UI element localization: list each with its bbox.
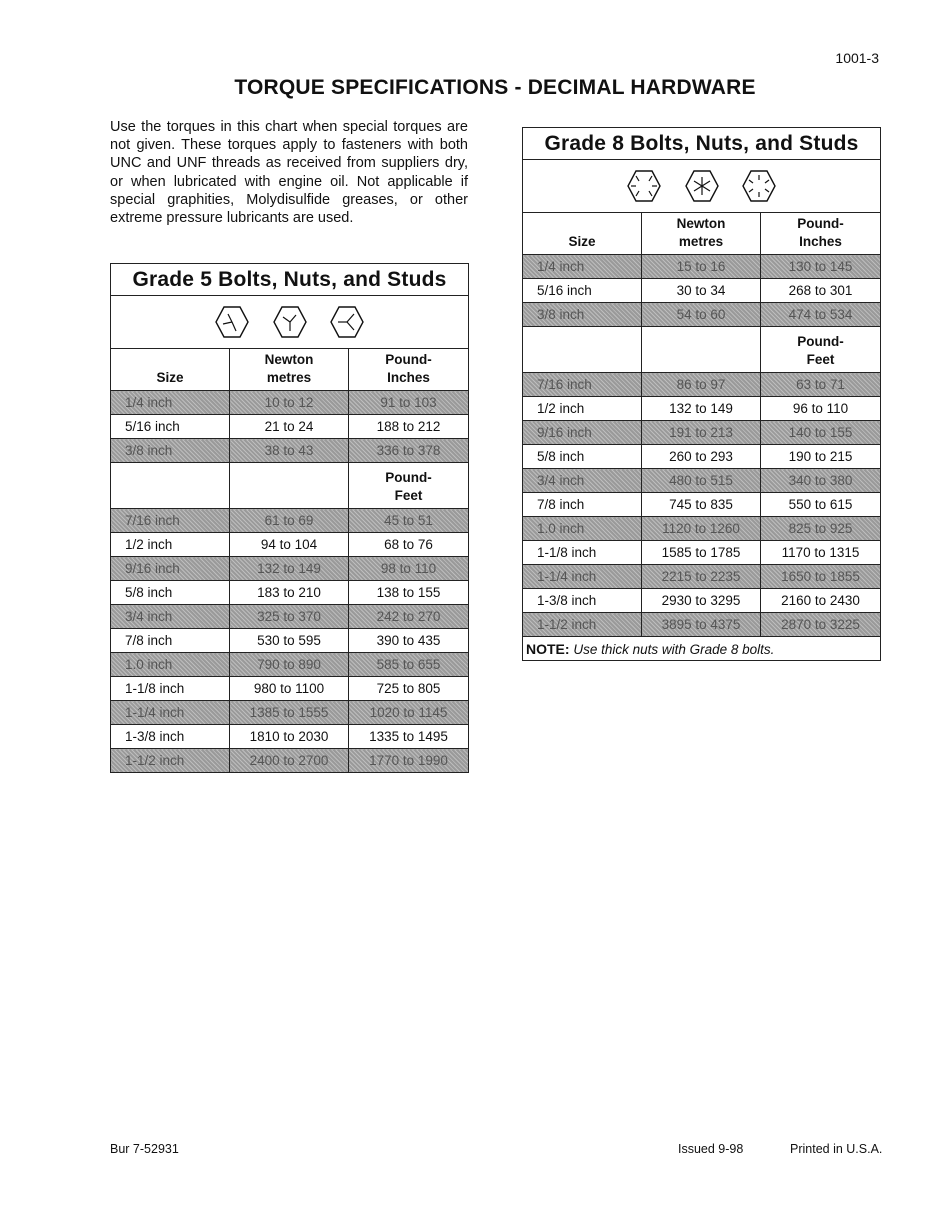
table-row	[523, 255, 881, 279]
hex-grade5-mark-a-icon	[215, 305, 249, 339]
table-row	[523, 303, 881, 327]
table-row	[111, 439, 469, 463]
cell-pound: 725 to 805	[349, 677, 469, 701]
grade8-header-newton: Newton metres	[642, 213, 761, 255]
cell-size: 1.0 inch	[111, 653, 230, 677]
cell-newton: 86 to 97	[642, 373, 761, 397]
cell-newton: 38 to 43	[230, 439, 349, 463]
table-row	[111, 509, 469, 533]
cell-newton: 2930 to 3295	[642, 589, 761, 613]
grade5-subheader-blank	[230, 463, 349, 509]
table-row	[111, 629, 469, 653]
cell-pound: 68 to 76	[349, 533, 469, 557]
table-row	[523, 589, 881, 613]
cell-newton: 10 to 12	[230, 391, 349, 415]
cell-pound: 2160 to 2430	[761, 589, 881, 613]
grade5-table	[110, 263, 469, 773]
table-row	[523, 565, 881, 589]
cell-pound: 130 to 145	[761, 255, 881, 279]
grade8-subheader-blank	[523, 327, 642, 373]
cell-size: 5/16 inch	[523, 279, 642, 303]
table-row	[523, 445, 881, 469]
cell-pound: 550 to 615	[761, 493, 881, 517]
cell-newton: 1385 to 1555	[230, 701, 349, 725]
cell-size: 1-1/8 inch	[111, 677, 230, 701]
cell-size: 1-1/2 inch	[111, 749, 230, 773]
cell-newton: 15 to 16	[642, 255, 761, 279]
cell-newton: 325 to 370	[230, 605, 349, 629]
cell-pound: 340 to 380	[761, 469, 881, 493]
grade5-header-size: Size	[111, 349, 230, 391]
cell-pound: 390 to 435	[349, 629, 469, 653]
grade8-header-size: Size	[523, 213, 642, 255]
cell-pound: 98 to 110	[349, 557, 469, 581]
grade8-header-pound-inches: Pound- Inches	[761, 213, 881, 255]
cell-size: 3/8 inch	[523, 303, 642, 327]
footer-doc-code: Bur 7-52931	[110, 1142, 179, 1156]
cell-newton: 94 to 104	[230, 533, 349, 557]
cell-pound: 190 to 215	[761, 445, 881, 469]
cell-pound: 336 to 378	[349, 439, 469, 463]
cell-size: 1-1/4 inch	[111, 701, 230, 725]
cell-size: 3/4 inch	[523, 469, 642, 493]
cell-newton: 30 to 34	[642, 279, 761, 303]
cell-pound: 242 to 270	[349, 605, 469, 629]
cell-pound: 585 to 655	[349, 653, 469, 677]
table-row	[523, 613, 881, 637]
cell-newton: 530 to 595	[230, 629, 349, 653]
grade5-subheader-blank	[111, 463, 230, 509]
cell-newton: 260 to 293	[642, 445, 761, 469]
cell-size: 1-1/2 inch	[523, 613, 642, 637]
page-number: 1001-3	[835, 50, 879, 66]
table-row	[111, 677, 469, 701]
cell-pound: 474 to 534	[761, 303, 881, 327]
table-row	[111, 701, 469, 725]
cell-newton: 980 to 1100	[230, 677, 349, 701]
table-row	[111, 415, 469, 439]
cell-size: 7/8 inch	[111, 629, 230, 653]
hex-grade8-mark-c-icon	[742, 169, 776, 203]
cell-size: 9/16 inch	[111, 557, 230, 581]
grade8-head-markings	[523, 160, 881, 213]
table-row	[111, 605, 469, 629]
grade8-subheader-blank	[642, 327, 761, 373]
table-row	[111, 725, 469, 749]
table-row	[523, 421, 881, 445]
cell-newton: 132 to 149	[230, 557, 349, 581]
hex-grade8-star-icon	[685, 169, 719, 203]
cell-pound: 140 to 155	[761, 421, 881, 445]
cell-pound: 268 to 301	[761, 279, 881, 303]
cell-pound: 188 to 212	[349, 415, 469, 439]
table-row	[523, 397, 881, 421]
cell-newton: 1585 to 1785	[642, 541, 761, 565]
cell-newton: 1120 to 1260	[642, 517, 761, 541]
cell-size: 1/2 inch	[111, 533, 230, 557]
cell-size: 1-1/8 inch	[523, 541, 642, 565]
cell-pound: 825 to 925	[761, 517, 881, 541]
cell-size: 7/16 inch	[523, 373, 642, 397]
cell-size: 7/16 inch	[111, 509, 230, 533]
cell-pound: 91 to 103	[349, 391, 469, 415]
cell-size: 3/8 inch	[111, 439, 230, 463]
table-row	[111, 533, 469, 557]
cell-pound: 1020 to 1145	[349, 701, 469, 725]
table-row	[111, 557, 469, 581]
cell-pound: 1335 to 1495	[349, 725, 469, 749]
cell-pound: 138 to 155	[349, 581, 469, 605]
cell-size: 1/4 inch	[111, 391, 230, 415]
table-row	[523, 373, 881, 397]
cell-newton: 745 to 835	[642, 493, 761, 517]
hex-grade5-mark-c-icon	[330, 305, 364, 339]
cell-size: 1.0 inch	[523, 517, 642, 541]
cell-size: 3/4 inch	[111, 605, 230, 629]
table-row	[111, 653, 469, 677]
cell-size: 1/4 inch	[523, 255, 642, 279]
grade5-header-newton: Newton metres	[230, 349, 349, 391]
cell-size: 1-1/4 inch	[523, 565, 642, 589]
grade5-header-pound-inches: Pound- Inches	[349, 349, 469, 391]
grade8-header-pound-feet: Pound- Feet	[761, 327, 881, 373]
table-row	[111, 581, 469, 605]
cell-pound: 1170 to 1315	[761, 541, 881, 565]
note-label: NOTE:	[526, 640, 570, 657]
grade5-header-pound-feet: Pound- Feet	[349, 463, 469, 509]
cell-size: 9/16 inch	[523, 421, 642, 445]
cell-pound: 2870 to 3225	[761, 613, 881, 637]
cell-newton: 191 to 213	[642, 421, 761, 445]
intro-paragraph: Use the torques in this chart when special torques are not given. These torques apply to fasteners with both UNC and UNF threads as received from suppliers dry, or when lubricated with engine oil. Not applicable if special graphities, Molydisulfide greases, or other extreme pressure lubricants are used.	[110, 119, 468, 227]
cell-size: 1-3/8 inch	[111, 725, 230, 749]
cell-newton: 3895 to 4375	[642, 613, 761, 637]
cell-size: 5/8 inch	[111, 581, 230, 605]
cell-pound: 96 to 110	[761, 397, 881, 421]
grade8-table	[522, 127, 881, 661]
cell-size: 1/2 inch	[523, 397, 642, 421]
table-row	[523, 469, 881, 493]
cell-pound: 1770 to 1990	[349, 749, 469, 773]
cell-pound: 45 to 51	[349, 509, 469, 533]
cell-newton: 132 to 149	[642, 397, 761, 421]
grade5-head-markings	[111, 296, 469, 349]
table-row	[523, 279, 881, 303]
cell-pound: 1650 to 1855	[761, 565, 881, 589]
cell-newton: 183 to 210	[230, 581, 349, 605]
cell-size: 5/16 inch	[111, 415, 230, 439]
table-row	[111, 749, 469, 773]
footer-issued: Issued 9-98	[678, 1142, 744, 1156]
hex-grade5-mark-b-icon	[273, 305, 307, 339]
footer-printed: Printed in U.S.A.	[790, 1142, 883, 1156]
cell-newton: 61 to 69	[230, 509, 349, 533]
grade8-note	[523, 637, 881, 661]
hex-grade8-mark-a-icon	[627, 169, 661, 203]
table-row	[523, 493, 881, 517]
cell-newton: 2215 to 2235	[642, 565, 761, 589]
cell-size: 7/8 inch	[523, 493, 642, 517]
cell-pound: 63 to 71	[761, 373, 881, 397]
grade5-title: Grade 5 Bolts, Nuts, and Studs	[111, 264, 469, 296]
grade8-title: Grade 8 Bolts, Nuts, and Studs	[523, 128, 881, 160]
page-title: TORQUE SPECIFICATIONS - DECIMAL HARDWARE	[234, 76, 756, 99]
cell-newton: 54 to 60	[642, 303, 761, 327]
note-text: Use thick nuts with Grade 8 bolts.	[573, 641, 775, 657]
cell-newton: 21 to 24	[230, 415, 349, 439]
cell-newton: 790 to 890	[230, 653, 349, 677]
cell-newton: 480 to 515	[642, 469, 761, 493]
table-row	[523, 517, 881, 541]
cell-size: 5/8 inch	[523, 445, 642, 469]
table-row	[523, 541, 881, 565]
table-row	[111, 391, 469, 415]
cell-size: 1-3/8 inch	[523, 589, 642, 613]
cell-newton: 1810 to 2030	[230, 725, 349, 749]
cell-newton: 2400 to 2700	[230, 749, 349, 773]
